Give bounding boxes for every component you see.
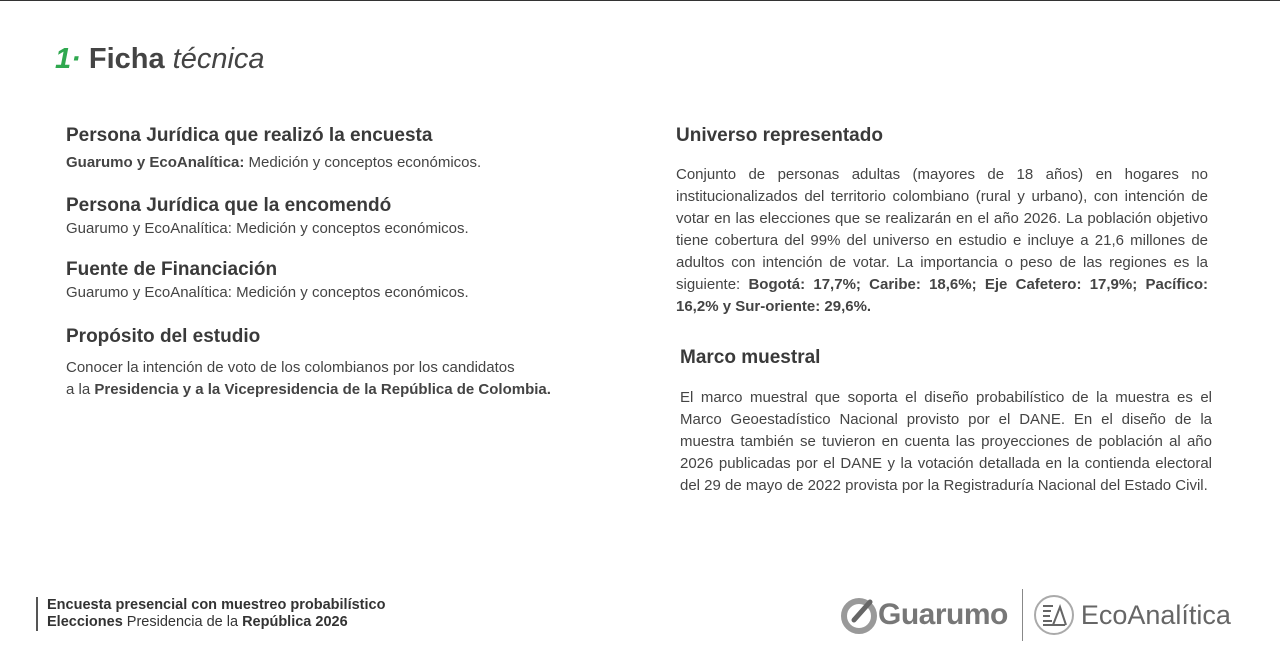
heading-financiacion: Fuente de Financiación [66,259,278,280]
ecoanalitica-icon [1033,594,1075,636]
bold-text: Presidencia y a la Vicepresidencia de la República de Colombia. [94,381,551,398]
plain-text: Medición y conceptos económicos. [244,154,482,171]
page-title [55,43,265,76]
plain-text: Presidencia de la [122,614,243,630]
heading-persona-encomendo: Persona Jurídica que la encomendó [66,195,392,216]
text-universo [676,164,1208,318]
footer-caption [36,597,385,631]
section-number: 1· [55,43,81,75]
guarumo-icon [840,596,878,634]
bold-text: Guarumo y EcoAnalítica: [66,154,245,171]
footer-line1: Encuesta presencial con muestreo probabilístico [47,597,386,613]
bold-text: Bogotá: 17,7%; Caribe: 18,6%; Eje Cafetero: 17,9%; Pacífico: 16,2% y Sur-oriente: 29,6%. [676,276,1208,315]
text-persona-encomendo: Guarumo y EcoAnalítica: Medición y conceptos económicos. [66,220,469,237]
logo-divider [1022,589,1023,641]
bold-text: República 2026 [242,614,348,630]
ecoanalitica-text: EcoAnalítica [1080,599,1231,630]
proposito-line2 [66,379,551,401]
guarumo-logo [840,596,1008,634]
text-persona-realizo [66,152,481,174]
heading-universo: Universo representado [676,125,883,146]
plain-text: a la [66,381,95,398]
text-proposito [66,357,551,401]
heading-marco: Marco muestral [680,347,821,368]
guarumo-text: Guarumo [878,598,1008,631]
bold-text: Elecciones [47,614,123,630]
ecoanalitica-logo [1033,594,1231,636]
plain-text: Conjunto de personas adultas (mayores de 18 años) en hogares no institucionalizados del territorio colombiano (rural y urbano), con intención de votar en las elecciones que se realizarán en el año 2026. La población objetivo tiene cobertura del 99% del universo en estudio e incluye a 21,6 millones de adultos con intención de votar. La importancia o peso de las regiones es la siguiente: [676,166,1208,293]
heading-persona-realizo: Persona Jurídica que realizó la encuesta [66,125,433,146]
logos [840,589,1231,641]
heading-proposito: Propósito del estudio [66,326,261,347]
text-marco: El marco muestral que soporta el diseño probabilístico de la muestra es el Marco Geoestadístico Nacional provisto por el DANE. En el diseño de la muestra también se tuvieron en cuenta las proyecciones de población al año 2026 publicadas por el DANE y la votación detallada en la contienda electoral del 29 de mayo de 2022 provista por la Registraduría Nacional del Estado Civil. [680,389,1212,494]
footer-line2 [47,614,385,631]
title-italic: técnica [172,43,265,75]
title-bold: Ficha [88,43,165,75]
proposito-line1: Conocer la intención de voto de los colombianos por los candidatos [66,359,515,376]
text-financiacion: Guarumo y EcoAnalítica: Medición y conceptos económicos. [66,284,469,301]
